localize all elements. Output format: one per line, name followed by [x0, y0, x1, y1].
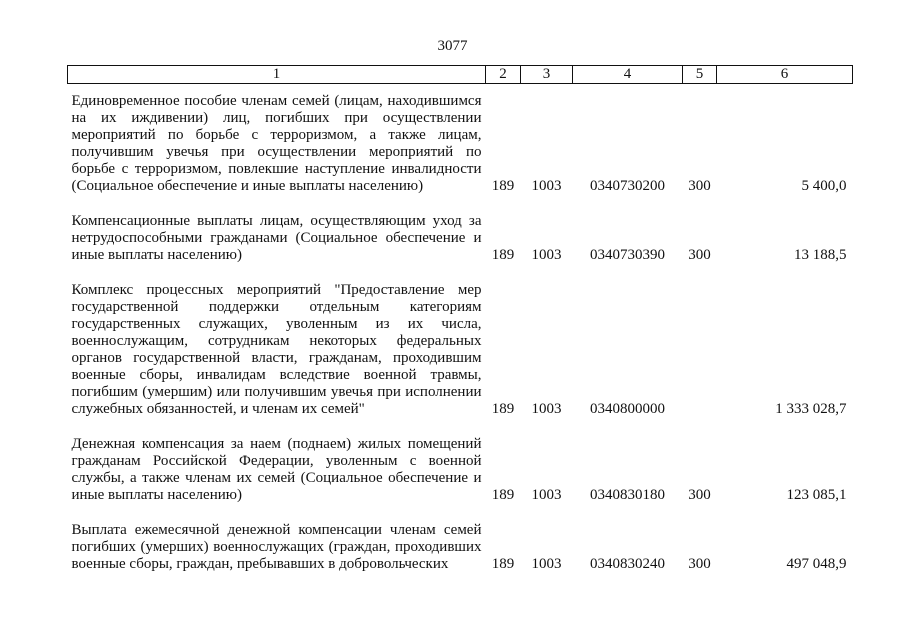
row-name: Выплата ежемесячной денежной компенсации членам семей погибших (умерших) военнослужащих (граждан, проходивших военные сборы, граждан, пребывавших в добровольческих: [71, 522, 482, 572]
table-row: [68, 264, 853, 418]
column-header-6: 6: [717, 66, 853, 84]
row-code-5: 300: [688, 247, 711, 263]
row-code-2: 189: [491, 401, 515, 417]
column-header-5: 5: [683, 66, 717, 84]
row-code-4: 0340730390: [590, 247, 665, 263]
row-name: Единовременное пособие членам семей (лицам, находившимся на их иждивении) лиц, погибших при осуществлении мероприятий по борьбе с терроризмом, а также лицам, получившим увечья при осуществлении мероприятий по борьбе с терроризмом, повлекшие наступление инвалидности (Социальное обеспечение и иные выплаты населению): [71, 93, 482, 194]
row-code-2: 189: [491, 178, 515, 194]
column-header-3: 3: [521, 66, 573, 84]
budget-table: [67, 65, 853, 573]
row-code-3: 1003: [531, 487, 562, 503]
row-code-2: 189: [491, 487, 515, 503]
row-code-4: 0340830180: [590, 487, 665, 503]
table-header-row: [68, 66, 853, 84]
row-name: Денежная компенсация за наем (поднаем) жилых помещений гражданам Российской Федерации, уволенным с военной службы, а также членам их семей (Социальное обеспечение и иные выплаты населению): [71, 436, 482, 503]
row-name: Компенсационные выплаты лицам, осуществляющим уход за нетрудоспособными гражданами (Социальное обеспечение и иные выплаты населению): [71, 213, 482, 263]
table-row: [68, 195, 853, 264]
row-code-2: 189: [491, 247, 515, 263]
row-amount: 123 085,1: [786, 487, 847, 503]
table-row: [68, 84, 853, 196]
row-code-3: 1003: [531, 247, 562, 263]
row-code-5: 300: [688, 487, 711, 503]
page-number: 3077: [437, 38, 468, 54]
row-code-2: 189: [491, 556, 515, 572]
column-header-2: 2: [486, 66, 521, 84]
row-code-4: 0340730200: [590, 178, 665, 194]
row-amount: 5 400,0: [801, 178, 847, 194]
row-code-3: 1003: [531, 178, 562, 194]
row-code-4: 0340800000: [590, 401, 665, 417]
row-amount: 1 333 028,7: [775, 401, 847, 417]
row-code-4: 0340830240: [590, 556, 665, 572]
row-amount: 497 048,9: [786, 556, 847, 572]
row-code-3: 1003: [531, 556, 562, 572]
column-header-4: 4: [573, 66, 683, 84]
row-name: Комплекс процессных мероприятий "Предоставление мер государственной поддержки отдельным категориям государственных служащих, уволенным из их числа, военнослужащим, сотрудникам некоторых федеральных органов государственной власти, гражданам, проходившим военные сборы, инвалидам вследствие военной травмы, погибшим (умершим) или получившим увечья при исполнении служебных обязанностей, и членам их семей": [71, 282, 482, 417]
column-header-1: 1: [68, 66, 486, 84]
row-code-5: [683, 264, 717, 418]
row-amount: 13 188,5: [794, 247, 847, 263]
row-code-3: 1003: [531, 401, 562, 417]
row-code-5: 300: [688, 178, 711, 194]
row-code-5: 300: [688, 556, 711, 572]
table-row: [68, 418, 853, 504]
table-row: [68, 504, 853, 573]
